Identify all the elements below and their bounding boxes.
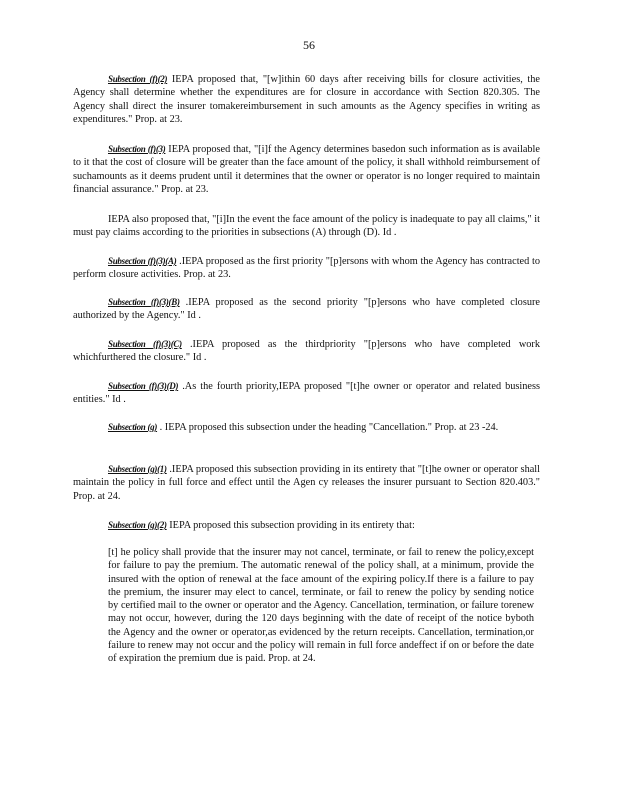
paragraph-f3d — [73, 380, 540, 407]
paragraph-text: IEPA also proposed that, "[i]In the event the face amount of the policy is inadequate to pay all claims," it must pay claims according to the priorities in subsections (A) through (D). Id . — [73, 214, 540, 239]
paragraph-g — [73, 421, 540, 434]
subsection-label: Subsection (g)(2) — [108, 520, 167, 530]
subsection-label: Subsection (f)(3)(C) — [108, 339, 182, 349]
subsection-label: Subsection (f)(3)(D) — [108, 381, 179, 391]
paragraph-f2 — [73, 73, 540, 126]
subsection-label: Subsection (g) — [108, 422, 158, 432]
subsection-label: Subsection (f)(3)(B) — [108, 297, 180, 307]
paragraph-f3b — [73, 296, 540, 323]
paragraph-text: .IEPA proposed as the thirdpriority "[p]ersons who have completed work whichfurthered the closure." Id . — [73, 339, 540, 364]
paragraph-f3a — [73, 255, 540, 282]
paragraph-f3 — [73, 143, 540, 196]
block-quote: [t] he policy shall provide that the insurer may not cancel, terminate, or fail to renew the policy,except for failure to pay the premium. The automatic renewal of the policy shall, at a minimum, provide the insured with the option of renewal at the face amount of the expiring policy.If there is a failure to pay the premium, the insurer may elect to cancel, terminate, or fail to renew the policy by sending notice by certified mail to the owner or operator and the Agency. Cancellation, termination, or failure torenew may not occur, however, during the 120 days beginning with the date of receipt of the notice byboth the Agency and the owner or operator,as evidenced by the return receipts. Cancellation, termination,or failure to renew may not occur and the policy will remain in full force andeffect if on or before the date of expiration the premium due is paid. Prop. at 24. — [108, 547, 534, 665]
paragraph-f3c — [73, 338, 540, 365]
paragraph-text: IEPA proposed that, "[i]f the Agency determines basedon such information as is available to it that the cost of closure will be greater than the face amount of the policy, it shall withhold reimbursement of suchamounts as it deems prudent until it determines that the owner or operator is no longer required to maintain financial assurance." Prop. at 23. — [73, 144, 540, 195]
paragraph-text: IEPA proposed this subsection providing in its entirety that: — [169, 520, 415, 531]
paragraph-text: .IEPA proposed as the second priority "[p]ersons who have completed closure authorized by the Agency." Id . — [73, 297, 540, 322]
subsection-label: Subsection (f)(3)(A) — [108, 256, 177, 266]
paragraph-priorities — [73, 213, 540, 240]
paragraph-text: .IEPA proposed as the first priority "[p]ersons with whom the Agency has contracted to perform closure activities. Prop. at 23. — [73, 256, 541, 281]
paragraph-g1 — [73, 463, 540, 503]
subsection-label: Subsection (f)(2) — [108, 74, 168, 84]
subsection-label: Subsection (g)(1) — [108, 464, 167, 474]
page-number: 56 — [303, 38, 315, 52]
paragraph-g2 — [73, 519, 540, 532]
paragraph-text: .IEPA proposed this subsection providing in its entirety that "[t]he owner or operator shall maintain the policy in full force and effect until the Agen cy releases the insurer pursuant to Section 820.403." Prop. at 24. — [73, 464, 541, 502]
paragraph-text: . IEPA proposed this subsection under the heading "Cancellation." Prop. at 23 -24. — [159, 422, 499, 433]
subsection-label: Subsection (f)(3) — [108, 144, 166, 154]
paragraph-text: IEPA proposed that, "[w]ithin 60 days after receiving bills for closure activities, the Agency shall determine whether the expenditures are for closure in accordance with Section 820.305. The Agency shall direct the insurer tomakereimbursement in such amounts as the Agency specifies in writing as expenditures." Prop. at 23. — [73, 74, 540, 125]
paragraph-text: .As the fourth priority,IEPA proposed "[t]he owner or operator and related business entities." Id . — [73, 381, 541, 406]
